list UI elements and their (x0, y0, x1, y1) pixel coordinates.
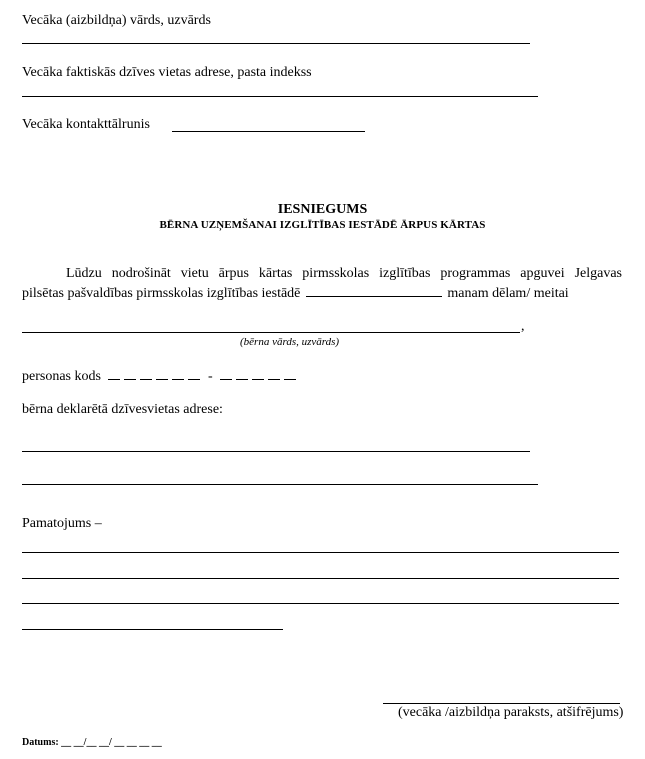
request-line-1: Lūdzu nodrošināt vietu ārpus kārtas pirmsskolas izglītības programmas apguvei Jelgavas (66, 266, 622, 281)
parent-phone-line[interactable] (172, 131, 365, 132)
personal-code-row (22, 369, 300, 385)
date-row (22, 737, 162, 748)
declared-address-line-2[interactable] (22, 484, 538, 485)
parent-address-line[interactable] (22, 96, 538, 97)
document-subtitle: BĒRNA UZŅEMŠANAI IZGLĪTĪBAS IESTĀDĒ ĀRPUS KĀRTAS (159, 219, 486, 231)
child-name-comma: , (521, 319, 525, 334)
justification-line-3[interactable] (22, 603, 619, 604)
institution-blank[interactable] (306, 296, 442, 297)
parent-name-line[interactable] (22, 43, 530, 44)
child-name-hint: (bērna vārds, uzvārds) (240, 336, 340, 348)
justification-line-2[interactable] (22, 578, 619, 579)
child-name-line[interactable] (22, 332, 520, 333)
parent-phone-label: Vecāka kontakttālrunis (22, 117, 150, 132)
signature-hint: (vecāka /aizbildņa paraksts, atšifrējums) (398, 705, 624, 720)
request-line-2-end: manam dēlam/ meitai (447, 286, 569, 301)
request-line-2-start: pilsētas pašvaldības pirmsskolas izglītības iestādē (22, 286, 301, 301)
justification-label: Pamatojums – (22, 516, 102, 531)
signature-line[interactable] (383, 703, 620, 704)
request-line-2 (22, 286, 569, 302)
document-title: IESNIEGUMS (277, 202, 368, 217)
personal-code-first-part[interactable] (108, 369, 204, 385)
date-label: Datums: (22, 737, 59, 748)
justification-line-4[interactable] (22, 629, 283, 630)
personal-code-label: personas kods (22, 369, 101, 384)
personal-code-separator: - (207, 369, 213, 384)
declared-address-label: bērna deklarētā dzīvesvietas adrese: (22, 402, 223, 417)
date-placeholder[interactable]: __ __/__ __/ __ __ __ __ (61, 737, 162, 748)
justification-line-1[interactable] (22, 552, 619, 553)
declared-address-line-1[interactable] (22, 451, 530, 452)
parent-address-label: Vecāka faktiskās dzīves vietas adrese, pasta indekss (22, 65, 312, 80)
personal-code-second-part[interactable] (220, 369, 300, 385)
parent-name-label: Vecāka (aizbildņa) vārds, uzvārds (22, 13, 211, 28)
